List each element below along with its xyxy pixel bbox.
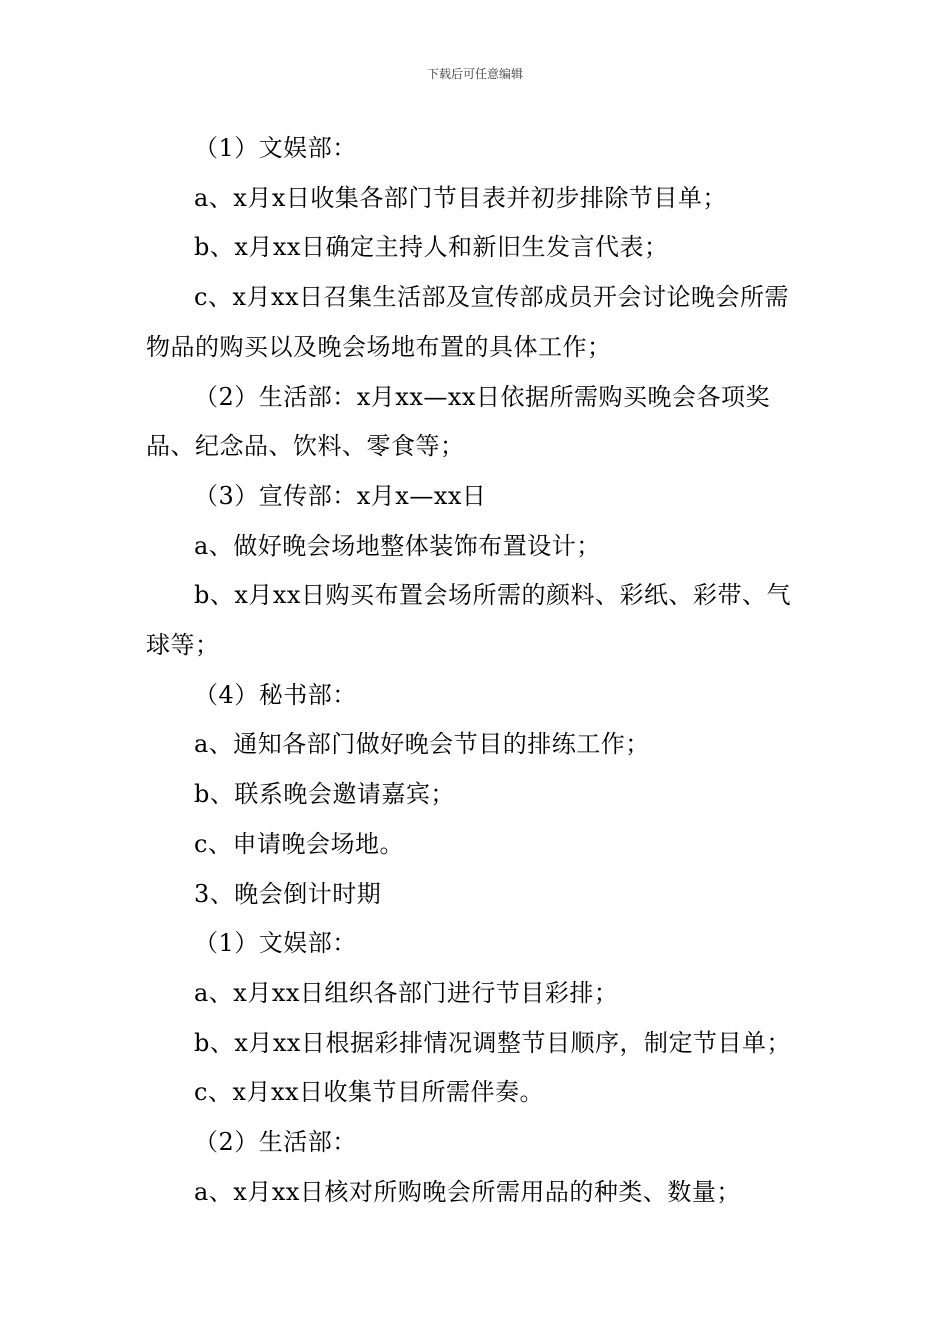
paragraph-shenghuo2-heading: （2）生活部： — [194, 1128, 357, 1157]
paragraph-mishu-b: b、联系晚会邀请嘉宾； — [194, 780, 455, 809]
paragraph-mishu-heading: （4）秘书部： — [194, 680, 357, 709]
paragraph-section-3-heading: 3、晚会倒计时期 — [194, 879, 382, 908]
paragraph-wenyu-heading: （1）文娱部： — [194, 134, 357, 162]
paragraph-xuanchuan-b: b、x月xx日购买布置会场所需的颜料、彩纸、彩带、气球等； — [146, 581, 791, 660]
paragraph-xuanchuan-a: a、做好晚会场地整体装饰布置设计； — [194, 531, 601, 560]
paragraph-shenghuo: （2）生活部：x月xx—xx日依据所需购买晚会各项奖品、纪念品、饮料、零食等； — [146, 382, 770, 461]
paragraph-shenghuo2-a: a、x月xx日核对所购晚会所需用品的种类、数量； — [194, 1177, 741, 1206]
page-header-note: 下载后可任意编辑 — [426, 67, 523, 81]
paragraph-wenyu2-a: a、x月xx日组织各部门进行节目彩排； — [194, 978, 619, 1007]
paragraph-mishu-c: c、申请晚会场地。 — [194, 829, 404, 858]
paragraph-wenyu2-b: b、x月xx日根据彩排情况调整节目顺序，制定节目单； — [194, 1028, 791, 1057]
paragraph-wenyu-b: b、x月xx日确定主持人和新旧生发言代表； — [194, 233, 669, 262]
paragraph-wenyu-c: c、x月xx日召集生活部及宣传部成员开会讨论晚会所需物品的购买以及晚会场地布置的具体工作； — [146, 283, 790, 361]
paragraph-wenyu2-c: c、x月xx日收集节目所需伴奏。 — [194, 1078, 545, 1107]
paragraph-xuanchuan-heading: （3）宣传部：x月x—xx日 — [194, 481, 487, 510]
document-body — [146, 124, 811, 1217]
paragraph-wenyu-a: a、x月x日收集各部门节目表并初步排除节目单； — [194, 183, 727, 212]
paragraph-wenyu2-heading: （1）文娱部： — [194, 929, 357, 958]
paragraph-mishu-a: a、通知各部门做好晚会节目的排练工作； — [194, 730, 650, 759]
